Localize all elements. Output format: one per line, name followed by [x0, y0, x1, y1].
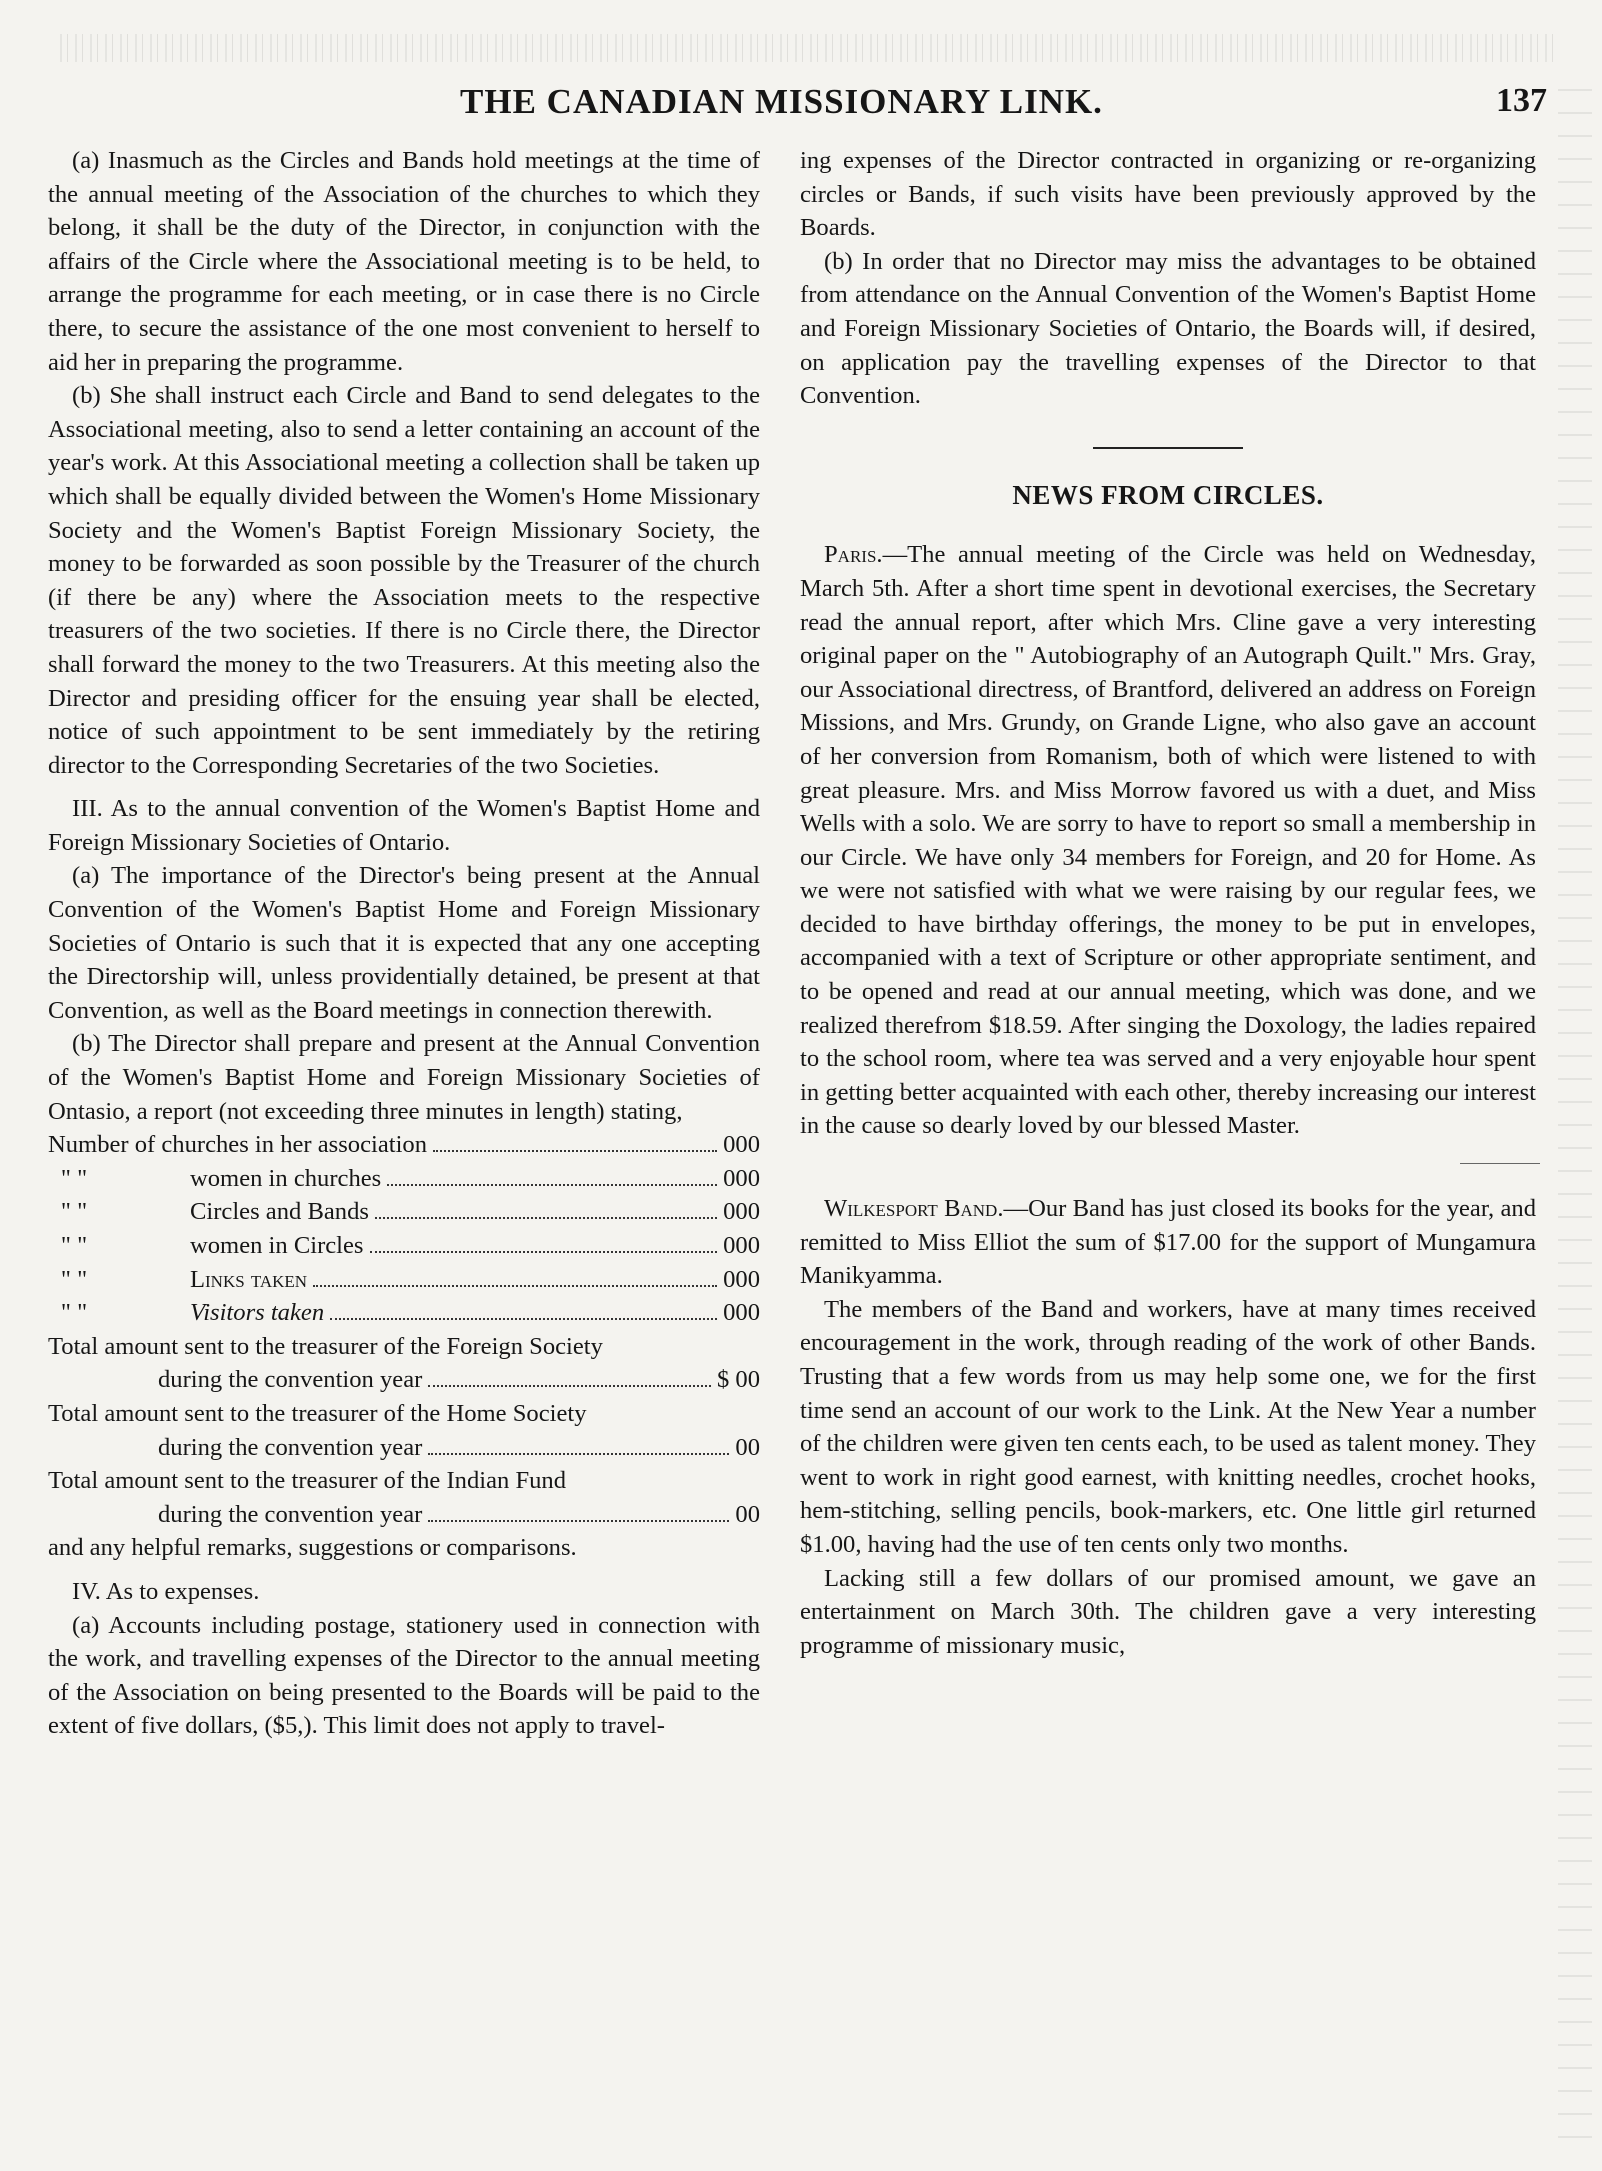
leader-dots: [370, 1251, 718, 1253]
news-item: [800, 538, 1536, 1143]
stat-label: women in churches: [190, 1164, 382, 1192]
leader-dots: [428, 1385, 711, 1387]
paragraph: III. As to the annual convention of the Women's Baptist Home and Foreign Missionary Societies of Ontario.: [48, 795, 760, 856]
section-divider: [1093, 447, 1243, 449]
totals-block: [48, 1330, 760, 1532]
page-number: 137: [1496, 82, 1547, 119]
stat-value: 000: [723, 1164, 760, 1192]
ditto-mark: " ": [60, 1299, 88, 1327]
ditto-mark: " ": [60, 1164, 88, 1192]
total-continuation: [48, 1431, 760, 1465]
ditto-mark: " ": [60, 1198, 88, 1226]
stat-label: Links taken: [190, 1265, 308, 1293]
stat-value: 000: [723, 1299, 760, 1327]
paragraph: and any helpful remarks, suggestions or comparisons.: [48, 1534, 577, 1562]
stat-label: Number of churches in her association: [48, 1131, 428, 1159]
leader-dots: [330, 1318, 717, 1320]
total-value: 00: [735, 1500, 760, 1528]
stat-row: [48, 1229, 760, 1263]
paragraph: IV. As to expenses.: [72, 1577, 260, 1605]
news-body: —The annual meeting of the Circle was held on Wednesday, March 5th. After a short time spent in devotional exercises, the Secretary read the annual report, after which Mrs. Cline gave a very interesting original paper on the " Autobiography of an Autograph Quilt." Mrs. Gray, our Associational directress, of Brantford, delivered an address on Foreign Missions, and Mrs. Grundy, on Grande Ligne, who also gave an account of her conversion from Romanism, both of which were listened to with great pleasure. Mrs. and Miss Morrow favored us with a duet, and Miss Wells with a solo. We are sorry to have to report so small a membership in our Circle. We have only 34 members for Foreign, and 20 for Home. As we were not satisfied with what we were raising by our regular fees, we decided to have birthday offerings, the money to be put in envelopes, accompanied with a text of Scripture or other appropriate sentiment, and to be opened and read at our annual meeting, which was done, and we realized therefrom $18.59. After singing the Doxology, the ladies repaired to the school room, where tea was served and a very enjoyable hour spent in getting better acquainted with each other, thereby increasing our interest in the cause so dearly loved by our blessed Master.: [800, 541, 1536, 1140]
paragraph: (a) Accounts including postage, stationery used in connection with the work, and travelling expenses of the Director to the annual meeting of the Association on being presented to the Boards will be paid to the extent of five dollars, ($5,). This limit does not apply to travel-: [48, 1611, 760, 1740]
news-body: —Our Band has just closed its books for the year, and remitted to Miss Elliot the sum of $17.00 for the support of Mungamura Manikyamma.: [800, 1195, 1536, 1290]
paragraph: (b) In order that no Director may miss the advantages to be obtained from attendance on the Annual Convention of the Women's Baptist Home and Foreign Missionary Societies of Ontario, the Boards will, if desired, on application pay the travelling expenses of the Director to that Convention.: [800, 247, 1536, 410]
total-label: during the convention year: [158, 1500, 423, 1528]
total-label: during the convention year: [158, 1366, 423, 1394]
stat-value: 000: [723, 1232, 760, 1259]
news-lead: Paris.: [824, 541, 883, 569]
leader-dots: [375, 1217, 717, 1219]
stat-value: 000: [723, 1131, 760, 1159]
left-column: [48, 144, 760, 1743]
page-title: THE CANADIAN MISSIONARY LINK.: [460, 82, 1103, 121]
paragraph: (b) The Director shall prepare and present at the Annual Convention of the Women's Baptist Home and Foreign Missionary Societies of Ontasio, a report (not exceeding three minutes in length) stating,: [48, 1030, 760, 1125]
total-value: $ 00: [716, 1366, 760, 1394]
item-divider: [1460, 1163, 1540, 1164]
stat-row: [48, 1296, 760, 1330]
paragraph: (b) She shall instruct each Circle and Band to send delegates to the Associational meeting, also to send a letter containing an account of the year's work. At this Associational meeting a collection shall be taken up which shall be equally divided between the Women's Home Missionary Society and the Women's Baptist Foreign Missionary Society, the money to be forwarded as soon possible by the Treasurer of the church (if there be any) where the Association meets to the respective treasurers of the two societies. If there is no Circle there, the Director shall forward the money to the two Treasurers. At this meeting also the Director and presiding officer for the ensuing year shall be elected, notice of such appointment to be sent immediately by the retiring director to the Corresponding Secretaries of the two Societies.: [48, 382, 760, 779]
total-continuation: [48, 1498, 760, 1532]
running-head: [0, 74, 1602, 130]
paragraph: ing expenses of the Director contracted in organizing or re-organizing circles or Bands, if such visits have been previously approved by the Boards.: [800, 147, 1536, 242]
stat-value: 000: [723, 1265, 760, 1293]
stat-row: [48, 1195, 760, 1229]
stat-row: [48, 1162, 760, 1196]
paragraph: Lacking still a few dollars of our promised amount, we gave an entertainment on March 30th. The children gave a very interesting programme of missionary music,: [800, 1564, 1536, 1659]
leader-dots: [428, 1453, 729, 1455]
total-continuation: [48, 1363, 760, 1397]
stat-value: 000: [723, 1198, 760, 1226]
report-stats-list: [48, 1128, 760, 1330]
right-column: [800, 144, 1536, 1662]
section-heading: NEWS FROM CIRCLES.: [1012, 479, 1324, 510]
ditto-mark: " ": [60, 1265, 88, 1293]
total-label: during the convention year: [158, 1433, 423, 1461]
leader-dots: [313, 1285, 717, 1287]
paragraph: (a) The importance of the Director's being present at the Annual Convention of the Women's Baptist Home and Foreign Missionary Societies of Ontario is such that it is expected that any one accepting the Directorship will, unless providentially detained, be present at that Convention, as well as the Board meetings in connection therewith.: [48, 862, 760, 1024]
stat-label: Circles and Bands: [190, 1198, 369, 1226]
paragraph: (a) Inasmuch as the Circles and Bands hold meetings at the time of the annual meeting of the Association of the churches to which they belong, it shall be the duty of the Director, in conjunction with the affairs of the Circle where the Associational meeting is to be held, to arrange the programme for each meeting, or in case there is no Circle there, to secure the assistance of the one most convenient to herself to aid her in preparing the programme.: [48, 147, 760, 376]
stat-label: Visitors taken: [190, 1299, 325, 1327]
leader-dots: [433, 1150, 717, 1152]
leader-dots: [428, 1520, 729, 1522]
total-line: Total amount sent to the treasurer of the Home Society: [48, 1399, 587, 1427]
paragraph: The members of the Band and workers, have at many times received encouragement in the work, through reading of the work of other Bands. Trusting that a few words from us may help some one, we for the first time send an account of our work to the Link. At the New Year a number of the children were given ten cents each, to be used as talent money. They went to work in right good earnest, with knitting needles, crochet hooks, hem-stitching, selling pencils, book-markers, etc. One little girl returned $1.00, having had the use of ten cents only two months.: [800, 1295, 1536, 1558]
stat-label: women in Circles: [190, 1232, 364, 1259]
total-line: Total amount sent to the treasurer of the Foreign Society: [48, 1332, 603, 1360]
leader-dots: [387, 1184, 717, 1186]
total-value: 00: [735, 1433, 760, 1461]
scan-noise: [60, 34, 1560, 62]
total-line: Total amount sent to the treasurer of the Indian Fund: [48, 1467, 567, 1495]
page-edge-noise: [1558, 80, 1592, 2140]
news-item: [800, 1192, 1536, 1293]
ditto-mark: " ": [60, 1232, 88, 1259]
stat-row: [48, 1128, 760, 1162]
news-lead: Wilkesport Band.: [824, 1195, 1004, 1223]
stat-row: [48, 1263, 760, 1297]
